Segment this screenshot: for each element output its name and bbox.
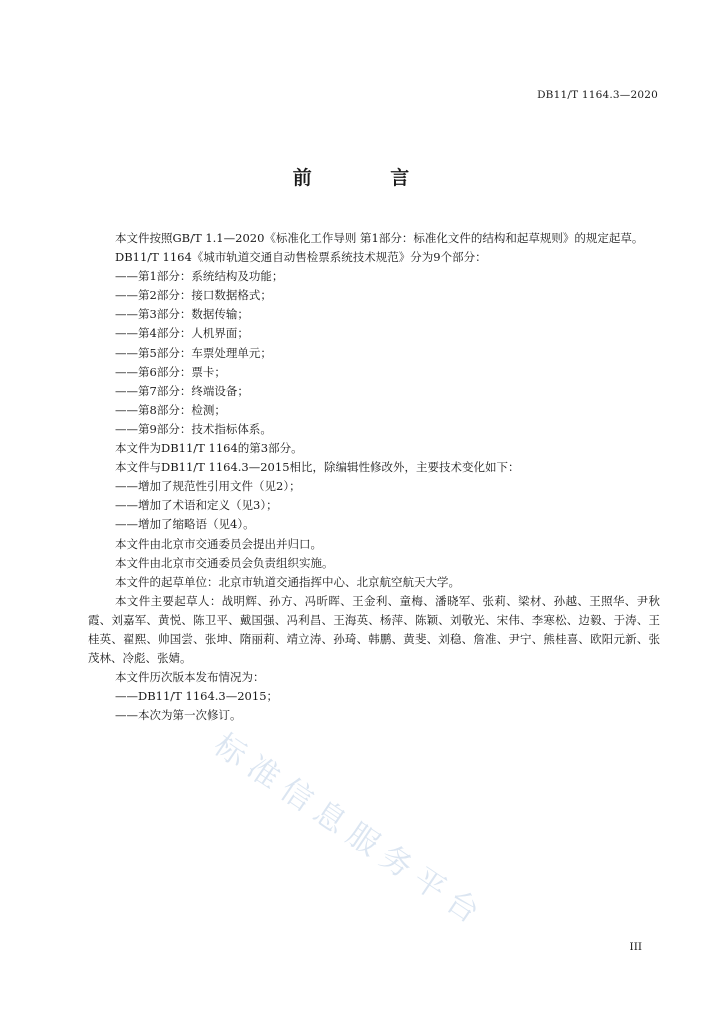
list-item-part-3: ——第3部分：数据传输； — [115, 307, 249, 322]
list-item-part-2: ——第2部分：接口数据格式； — [115, 288, 272, 303]
list-item-change-1: ——增加了规范性引用文件（见2）； — [115, 479, 301, 494]
list-item-part-1: ——第1部分：系统结构及功能； — [115, 269, 284, 284]
document-number: DB11/T 1164.3—2020 — [537, 89, 658, 101]
list-item-change-3: ——增加了缩略语（见4）。 — [115, 517, 255, 532]
paragraph-drafting-rule: 本文件按照GB/T 1.1—2020《标准化工作导则 第1部分：标准化文件的结构和起草规则》的规定起草。 — [115, 231, 644, 245]
paragraph-this-part: 本文件为DB11/T 1164的第3部分。 — [115, 441, 303, 456]
list-item-part-5: ——第5部分：车票处理单元； — [115, 345, 272, 360]
list-item-part-4: ——第4部分：人机界面； — [115, 326, 249, 341]
paragraph-proposer: 本文件由北京市交通委员会提出并归口。 — [115, 536, 322, 551]
paragraph-implementer: 本文件由北京市交通委员会负责组织实施。 — [115, 555, 334, 570]
list-item-change-2: ——增加了术语和定义（见3）； — [115, 498, 278, 513]
page-number: III — [629, 941, 642, 953]
list-item-history-1: ——DB11/T 1164.3—2015； — [115, 689, 279, 704]
list-item-part-6: ——第6部分：票卡； — [115, 364, 226, 379]
paragraph-series-intro: DB11/T 1164《城市轨道交通自动售检票系统技术规范》分为9个部分： — [115, 250, 487, 265]
list-item-part-7: ——第7部分：终端设备； — [115, 383, 249, 398]
paragraph-drafters: 本文件主要起草人：战明辉、孙方、冯昕晖、王金利、童梅、潘晓军、张莉、梁材、孙越、王照华、尹秋霞、刘嘉军、黄悦、陈卫平、戴国强、冯利昌、王海英、杨萍、陈颖、刘敬光、宋伟、李寒松、边毅、于涛、王桂英、翟熙、帅国尝、张坤、隋丽莉、靖立涛、孙琦、韩鹏、黄斐、刘稳、詹准、尹宁、熊桂喜、欧阳元新、张茂林、冷彪、张婧。 — [88, 593, 660, 666]
list-item-part-9: ——第9部分：技术指标体系。 — [115, 421, 272, 436]
page-title: 前 言 — [292, 167, 446, 189]
watermark: 标准信息服务平台 — [207, 726, 493, 936]
list-item-part-8: ——第8部分：检测； — [115, 402, 226, 417]
paragraph-drafting-units: 本文件的起草单位：北京市轨道交通指挥中心、北京航空航天大学。 — [115, 574, 460, 589]
paragraph-changes-intro: 本文件与DB11/T 1164.3—2015相比，除编辑性修改外，主要技术变化如下： — [115, 460, 520, 475]
list-item-history-2: ——本次为第一次修订。 — [115, 708, 242, 723]
paragraph-history-intro: 本文件历次版本发布情况为： — [115, 670, 265, 685]
foreword-body — [88, 229, 660, 725]
